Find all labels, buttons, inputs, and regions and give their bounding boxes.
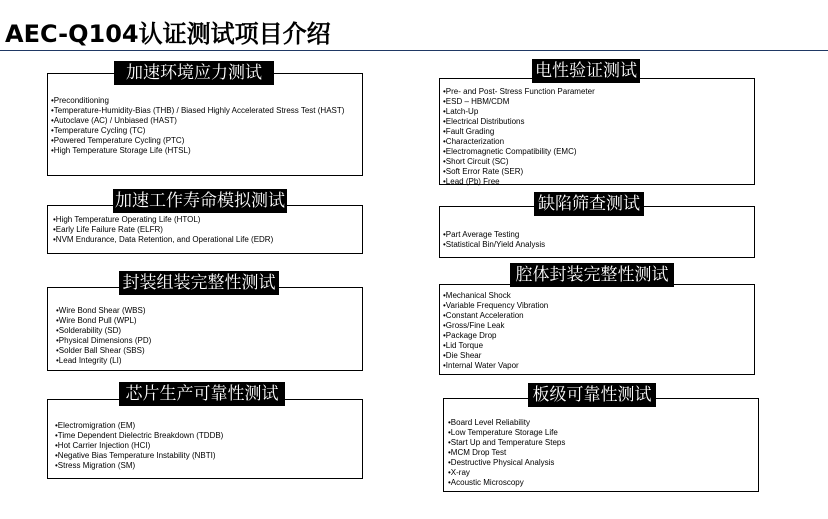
list-item: •MCM Drop Test [448, 448, 507, 457]
page-title: AEC-Q104认证测试项目介绍 [5, 20, 331, 48]
list-item: •Preconditioning [51, 96, 109, 105]
section-heading: 加速工作寿命模拟测试 [115, 191, 285, 211]
list-item: •Low Temperature Storage Life [448, 428, 558, 437]
list-item: •X-ray [448, 468, 470, 477]
section-board-level-reliability [443, 398, 759, 492]
list-item: •Latch-Up [443, 107, 479, 116]
list-item: •Characterization [443, 137, 505, 146]
list-item: •Autoclave (AC) / Unbiased (HAST) [51, 116, 177, 125]
section-heading: 芯片生产可靠性测试 [119, 382, 285, 406]
list-item: •Soft Error Rate (SER) [443, 167, 524, 176]
list-item: •Constant Acceleration [443, 311, 524, 320]
list-item: •Negative Bias Temperature Instability (NBTI) [55, 451, 216, 460]
list-item: •Electromigration (EM) [55, 421, 136, 430]
section-cavity-package-integrity [439, 284, 755, 375]
section-heading: 电性验证测试 [532, 59, 640, 83]
list-item: •High Temperature Storage Life (HTSL) [51, 146, 191, 155]
section-heading: 封装组装完整性测试 [119, 271, 279, 295]
list-item: •Short Circuit (SC) [443, 157, 509, 166]
list-item: •Solder Ball Shear (SBS) [56, 346, 145, 355]
section-item-list [440, 285, 754, 371]
list-item: •Die Shear [443, 351, 482, 360]
section-item-list [48, 74, 362, 156]
section-item-list [48, 400, 362, 471]
section-item-list [48, 288, 362, 366]
list-item: •Hot Carrier Injection (HCI) [55, 441, 151, 450]
list-item: •Statistical Bin/Yield Analysis [443, 240, 546, 249]
list-item: •NVM Endurance, Data Retention, and Operational Life (EDR) [53, 235, 274, 244]
list-item: •Wire Bond Shear (WBS) [56, 306, 146, 315]
list-item: •Early Life Failure Rate (ELFR) [53, 225, 163, 234]
list-item: •Package Drop [443, 331, 497, 340]
section-accelerated-environment-stress [47, 73, 363, 176]
list-item: •Stress Migration (SM) [55, 461, 136, 470]
section-electrical-verification [439, 78, 755, 185]
list-item: •Solderability (SD) [56, 326, 122, 335]
list-item: •Powered Temperature Cycling (PTC) [51, 136, 185, 145]
section-heading: 板级可靠性测试 [528, 383, 656, 407]
title-divider [0, 50, 828, 51]
list-item: •Acoustic Microscopy [448, 478, 524, 487]
section-package-assembly-integrity [47, 287, 363, 371]
list-item: •Mechanical Shock [443, 291, 511, 300]
section-heading: 加速环境应力测试 [114, 61, 274, 85]
section-heading: 缺陷筛查测试 [534, 192, 644, 216]
list-item: •Variable Frequency Vibration [443, 301, 549, 310]
list-item: •Temperature-Humidity-Bias (THB) / Biased Highly Accelerated Stress Test (HAST) [51, 106, 345, 115]
list-item: •ESD – HBM/CDM [443, 97, 510, 106]
section-item-list [444, 399, 758, 488]
list-item: •Destructive Physical Analysis [448, 458, 555, 467]
section-die-fabrication-reliability [47, 399, 363, 479]
list-item: •Physical Dimensions (PD) [56, 336, 152, 345]
list-item: •Board Level Reliability [448, 418, 530, 427]
section-heading: 腔体封装完整性测试 [510, 263, 674, 287]
list-item: •Temperature Cycling (TC) [51, 126, 146, 135]
list-item: •Part Average Testing [443, 230, 520, 239]
list-item: •Pre- and Post- Stress Function Parameter [443, 87, 595, 96]
list-item: •High Temperature Operating Life (HTOL) [53, 215, 201, 224]
list-item: •Electrical Distributions [443, 117, 525, 126]
section-item-list [440, 79, 754, 187]
list-item: •Time Dependent Dielectric Breakdown (TDDB) [55, 431, 224, 440]
list-item: •Fault Grading [443, 127, 495, 136]
list-item: •Internal Water Vapor [443, 361, 519, 370]
list-item: •Start Up and Temperature Steps [448, 438, 566, 447]
list-item: •Lead (Pb) Free [443, 177, 500, 186]
list-item: •Lid Torque [443, 341, 484, 350]
list-item: •Lead Integrity (LI) [56, 356, 122, 365]
list-item: •Electromagnetic Compatibility (EMC) [443, 147, 577, 156]
list-item: •Wire Bond Pull (WPL) [56, 316, 137, 325]
list-item: •Gross/Fine Leak [443, 321, 505, 330]
